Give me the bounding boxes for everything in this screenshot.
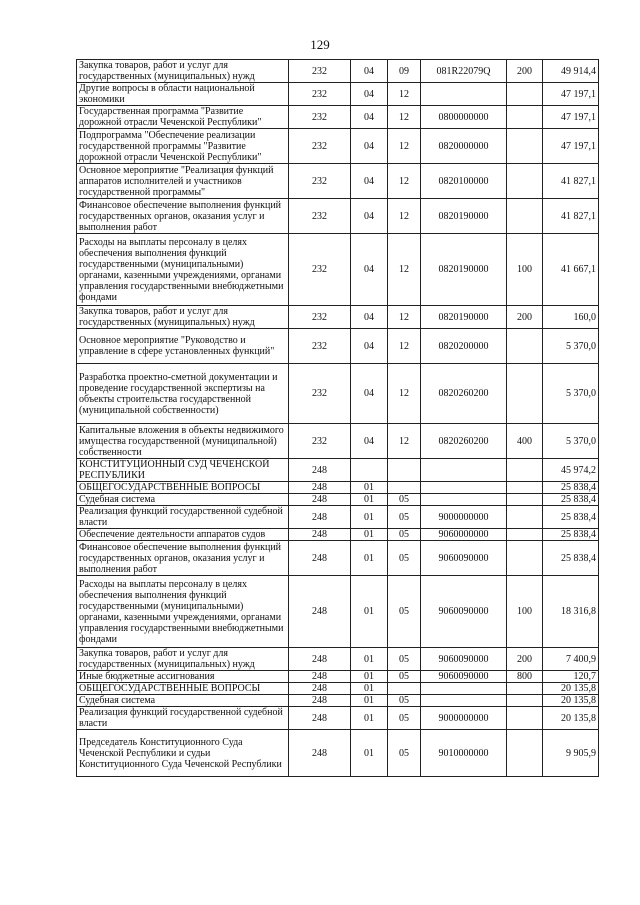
subsection-code-cell [388, 683, 421, 695]
amount-cell: 20 135,8 [543, 695, 599, 707]
table-row [77, 494, 599, 506]
subsection-code-cell: 05 [388, 730, 421, 777]
subsection-code-cell: 05 [388, 494, 421, 506]
item-name-cell: Реализация функций государственной судебной власти [77, 506, 289, 529]
section-code-cell: 01 [351, 529, 388, 541]
subsection-code-cell: 12 [388, 234, 421, 306]
table-row [77, 506, 599, 529]
target-article-cell [421, 683, 507, 695]
subsection-code-cell: 05 [388, 648, 421, 671]
amount-cell: 25 838,4 [543, 541, 599, 576]
expense-type-cell: 800 [507, 671, 543, 683]
table-row [77, 459, 599, 482]
target-article-cell [421, 459, 507, 482]
target-article-cell: 9000000000 [421, 707, 507, 730]
table-row [77, 364, 599, 424]
department-code-cell: 232 [289, 234, 351, 306]
table-row [77, 306, 599, 329]
table-row [77, 106, 599, 129]
subsection-code-cell: 05 [388, 541, 421, 576]
expense-type-cell: 200 [507, 306, 543, 329]
section-code-cell: 04 [351, 329, 388, 364]
expense-type-cell [507, 164, 543, 199]
target-article-cell: 0820190000 [421, 234, 507, 306]
subsection-code-cell: 05 [388, 695, 421, 707]
expense-type-cell [507, 529, 543, 541]
amount-cell: 25 838,4 [543, 529, 599, 541]
item-name-cell: Закупка товаров, работ и услуг для государственных (муниципальных) нужд [77, 60, 289, 83]
expense-type-cell [507, 683, 543, 695]
item-name-cell: Капитальные вложения в объекты недвижимого имущества государственной (муниципальной) собственности [77, 424, 289, 459]
department-code-cell: 232 [289, 129, 351, 164]
table-row [77, 199, 599, 234]
table-row [77, 60, 599, 83]
department-code-cell: 232 [289, 424, 351, 459]
amount-cell: 5 370,0 [543, 424, 599, 459]
department-code-cell: 232 [289, 306, 351, 329]
target-article-cell: 9060000000 [421, 529, 507, 541]
expense-type-cell: 100 [507, 576, 543, 648]
expense-type-cell [507, 199, 543, 234]
table-row [77, 683, 599, 695]
amount-cell: 160,0 [543, 306, 599, 329]
subsection-code-cell: 12 [388, 424, 421, 459]
subsection-code-cell: 05 [388, 506, 421, 529]
target-article-cell [421, 83, 507, 106]
target-article-cell: 0820000000 [421, 129, 507, 164]
item-name-cell: Расходы на выплаты персоналу в целях обеспечения выполнения функций государственными (муниципальными) органами, казенными учреждениями, органами управления государственными внебюджетными фондами [77, 234, 289, 306]
target-article-cell: 9060090000 [421, 648, 507, 671]
section-code-cell: 01 [351, 730, 388, 777]
table-row [77, 83, 599, 106]
subsection-code-cell: 12 [388, 364, 421, 424]
item-name-cell: Финансовое обеспечение выполнения функций государственных органов, оказания услуг и выполнения работ [77, 541, 289, 576]
department-code-cell: 232 [289, 364, 351, 424]
amount-cell: 5 370,0 [543, 329, 599, 364]
section-code-cell: 04 [351, 106, 388, 129]
department-code-cell: 248 [289, 506, 351, 529]
department-code-cell: 232 [289, 60, 351, 83]
target-article-cell: 0820260200 [421, 364, 507, 424]
expense-type-cell [507, 106, 543, 129]
target-article-cell: 0820100000 [421, 164, 507, 199]
target-article-cell: 0820190000 [421, 199, 507, 234]
department-code-cell: 248 [289, 529, 351, 541]
expense-type-cell: 400 [507, 424, 543, 459]
section-code-cell: 01 [351, 541, 388, 576]
subsection-code-cell: 05 [388, 576, 421, 648]
item-name-cell: Председатель Конституционного Суда Чеченской Республики и судьи Конституционного Суда Чеченской Республики [77, 730, 289, 777]
item-name-cell: Разработка проектно-сметной документации и проведение государственной экспертизы на объекты строительства государственной (муниципальной собственности) [77, 364, 289, 424]
target-article-cell: 9060090000 [421, 671, 507, 683]
amount-cell: 5 370,0 [543, 364, 599, 424]
table-row [77, 707, 599, 730]
target-article-cell: 0800000000 [421, 106, 507, 129]
section-code-cell: 04 [351, 234, 388, 306]
item-name-cell: Закупка товаров, работ и услуг для государственных (муниципальных) нужд [77, 306, 289, 329]
department-code-cell: 248 [289, 671, 351, 683]
section-code-cell: 04 [351, 199, 388, 234]
table-row [77, 129, 599, 164]
amount-cell: 45 974,2 [543, 459, 599, 482]
amount-cell: 18 316,8 [543, 576, 599, 648]
target-article-cell [421, 695, 507, 707]
item-name-cell: Основное мероприятие "Реализация функций аппаратов исполнителей и участников государственной программы" [77, 164, 289, 199]
expense-type-cell [507, 83, 543, 106]
expense-type-cell [507, 364, 543, 424]
section-code-cell: 04 [351, 83, 388, 106]
subsection-code-cell [388, 459, 421, 482]
amount-cell: 47 197,1 [543, 106, 599, 129]
expense-type-cell [507, 707, 543, 730]
table-row [77, 671, 599, 683]
expense-type-cell [507, 506, 543, 529]
item-name-cell: Иные бюджетные ассигнования [77, 671, 289, 683]
expense-type-cell [507, 482, 543, 494]
expense-type-cell [507, 129, 543, 164]
amount-cell: 20 135,8 [543, 683, 599, 695]
expense-type-cell [507, 695, 543, 707]
department-code-cell: 248 [289, 494, 351, 506]
amount-cell: 9 905,9 [543, 730, 599, 777]
amount-cell: 47 197,1 [543, 83, 599, 106]
section-code-cell: 01 [351, 671, 388, 683]
section-code-cell [351, 459, 388, 482]
department-code-cell: 248 [289, 576, 351, 648]
amount-cell: 41 667,1 [543, 234, 599, 306]
amount-cell: 47 197,1 [543, 129, 599, 164]
item-name-cell: ОБЩЕГОСУДАРСТВЕННЫЕ ВОПРОСЫ [77, 683, 289, 695]
table-row [77, 482, 599, 494]
target-article-cell [421, 494, 507, 506]
target-article-cell: 081R22079Q [421, 60, 507, 83]
item-name-cell: КОНСТИТУЦИОННЫЙ СУД ЧЕЧЕНСКОЙ РЕСПУБЛИКИ [77, 459, 289, 482]
target-article-cell: 0820190000 [421, 306, 507, 329]
department-code-cell: 232 [289, 199, 351, 234]
department-code-cell: 248 [289, 648, 351, 671]
section-code-cell: 01 [351, 707, 388, 730]
section-code-cell: 01 [351, 683, 388, 695]
section-code-cell: 01 [351, 506, 388, 529]
amount-cell: 41 827,1 [543, 199, 599, 234]
amount-cell: 41 827,1 [543, 164, 599, 199]
target-article-cell: 9010000000 [421, 730, 507, 777]
subsection-code-cell: 12 [388, 83, 421, 106]
page-number: 129 [310, 37, 330, 52]
subsection-code-cell: 12 [388, 306, 421, 329]
subsection-code-cell [388, 482, 421, 494]
amount-cell: 49 914,4 [543, 60, 599, 83]
item-name-cell: Расходы на выплаты персоналу в целях обеспечения выполнения функций государственными (муниципальными) органами, казенными учреждениями, органами управления государственными внебюджетными фондами [77, 576, 289, 648]
department-code-cell: 232 [289, 164, 351, 199]
department-code-cell: 248 [289, 707, 351, 730]
department-code-cell: 248 [289, 459, 351, 482]
table-row [77, 329, 599, 364]
table-row [77, 529, 599, 541]
section-code-cell: 01 [351, 695, 388, 707]
item-name-cell: Другие вопросы в области национальной экономики [77, 83, 289, 106]
department-code-cell: 232 [289, 329, 351, 364]
table-row [77, 648, 599, 671]
expense-type-cell: 200 [507, 648, 543, 671]
amount-cell: 120,7 [543, 671, 599, 683]
amount-cell: 20 135,8 [543, 707, 599, 730]
target-article-cell: 9060090000 [421, 576, 507, 648]
item-name-cell: Закупка товаров, работ и услуг для государственных (муниципальных) нужд [77, 648, 289, 671]
item-name-cell: Основное мероприятие "Руководство и управление в сфере установленных функций" [77, 329, 289, 364]
subsection-code-cell: 12 [388, 129, 421, 164]
target-article-cell: 9060090000 [421, 541, 507, 576]
subsection-code-cell: 12 [388, 199, 421, 234]
amount-cell: 25 838,4 [543, 506, 599, 529]
item-name-cell: Государственная программа "Развитие дорожной отрасли Чеченской Республики" [77, 106, 289, 129]
subsection-code-cell: 05 [388, 707, 421, 730]
table-row [77, 730, 599, 777]
item-name-cell: Судебная система [77, 695, 289, 707]
item-name-cell: Обеспечение деятельности аппаратов судов [77, 529, 289, 541]
amount-cell: 7 400,9 [543, 648, 599, 671]
item-name-cell: Реализация функций государственной судебной власти [77, 707, 289, 730]
table-row [77, 576, 599, 648]
expense-type-cell: 100 [507, 234, 543, 306]
department-code-cell: 248 [289, 730, 351, 777]
subsection-code-cell: 09 [388, 60, 421, 83]
amount-cell: 25 838,4 [543, 482, 599, 494]
item-name-cell: ОБЩЕГОСУДАРСТВЕННЫЕ ВОПРОСЫ [77, 482, 289, 494]
target-article-cell: 0820260200 [421, 424, 507, 459]
item-name-cell: Судебная система [77, 494, 289, 506]
table-row [77, 424, 599, 459]
section-code-cell: 04 [351, 164, 388, 199]
subsection-code-cell: 05 [388, 529, 421, 541]
department-code-cell: 232 [289, 83, 351, 106]
budget-table [76, 59, 599, 777]
table-row [77, 164, 599, 199]
amount-cell: 25 838,4 [543, 494, 599, 506]
table-row [77, 695, 599, 707]
section-code-cell: 01 [351, 648, 388, 671]
expense-type-cell [507, 329, 543, 364]
section-code-cell: 04 [351, 60, 388, 83]
expense-type-cell [507, 730, 543, 777]
department-code-cell: 248 [289, 482, 351, 494]
section-code-cell: 04 [351, 129, 388, 164]
subsection-code-cell: 12 [388, 106, 421, 129]
department-code-cell: 232 [289, 106, 351, 129]
section-code-cell: 01 [351, 482, 388, 494]
expense-type-cell: 200 [507, 60, 543, 83]
table-row [77, 541, 599, 576]
expense-type-cell [507, 541, 543, 576]
target-article-cell [421, 482, 507, 494]
subsection-code-cell: 12 [388, 164, 421, 199]
target-article-cell: 0820200000 [421, 329, 507, 364]
section-code-cell: 04 [351, 364, 388, 424]
section-code-cell: 04 [351, 424, 388, 459]
item-name-cell: Подпрограмма "Обеспечение реализации государственной программы "Развитие дорожной отрасли Чеченской Республики" [77, 129, 289, 164]
section-code-cell: 04 [351, 306, 388, 329]
department-code-cell: 248 [289, 695, 351, 707]
expense-type-cell [507, 494, 543, 506]
department-code-cell: 248 [289, 541, 351, 576]
item-name-cell: Финансовое обеспечение выполнения функций государственных органов, оказания услуг и выполнения работ [77, 199, 289, 234]
section-code-cell: 01 [351, 576, 388, 648]
subsection-code-cell: 05 [388, 671, 421, 683]
expense-type-cell [507, 459, 543, 482]
table-row [77, 234, 599, 306]
section-code-cell: 01 [351, 494, 388, 506]
target-article-cell: 9000000000 [421, 506, 507, 529]
subsection-code-cell: 12 [388, 329, 421, 364]
department-code-cell: 248 [289, 683, 351, 695]
